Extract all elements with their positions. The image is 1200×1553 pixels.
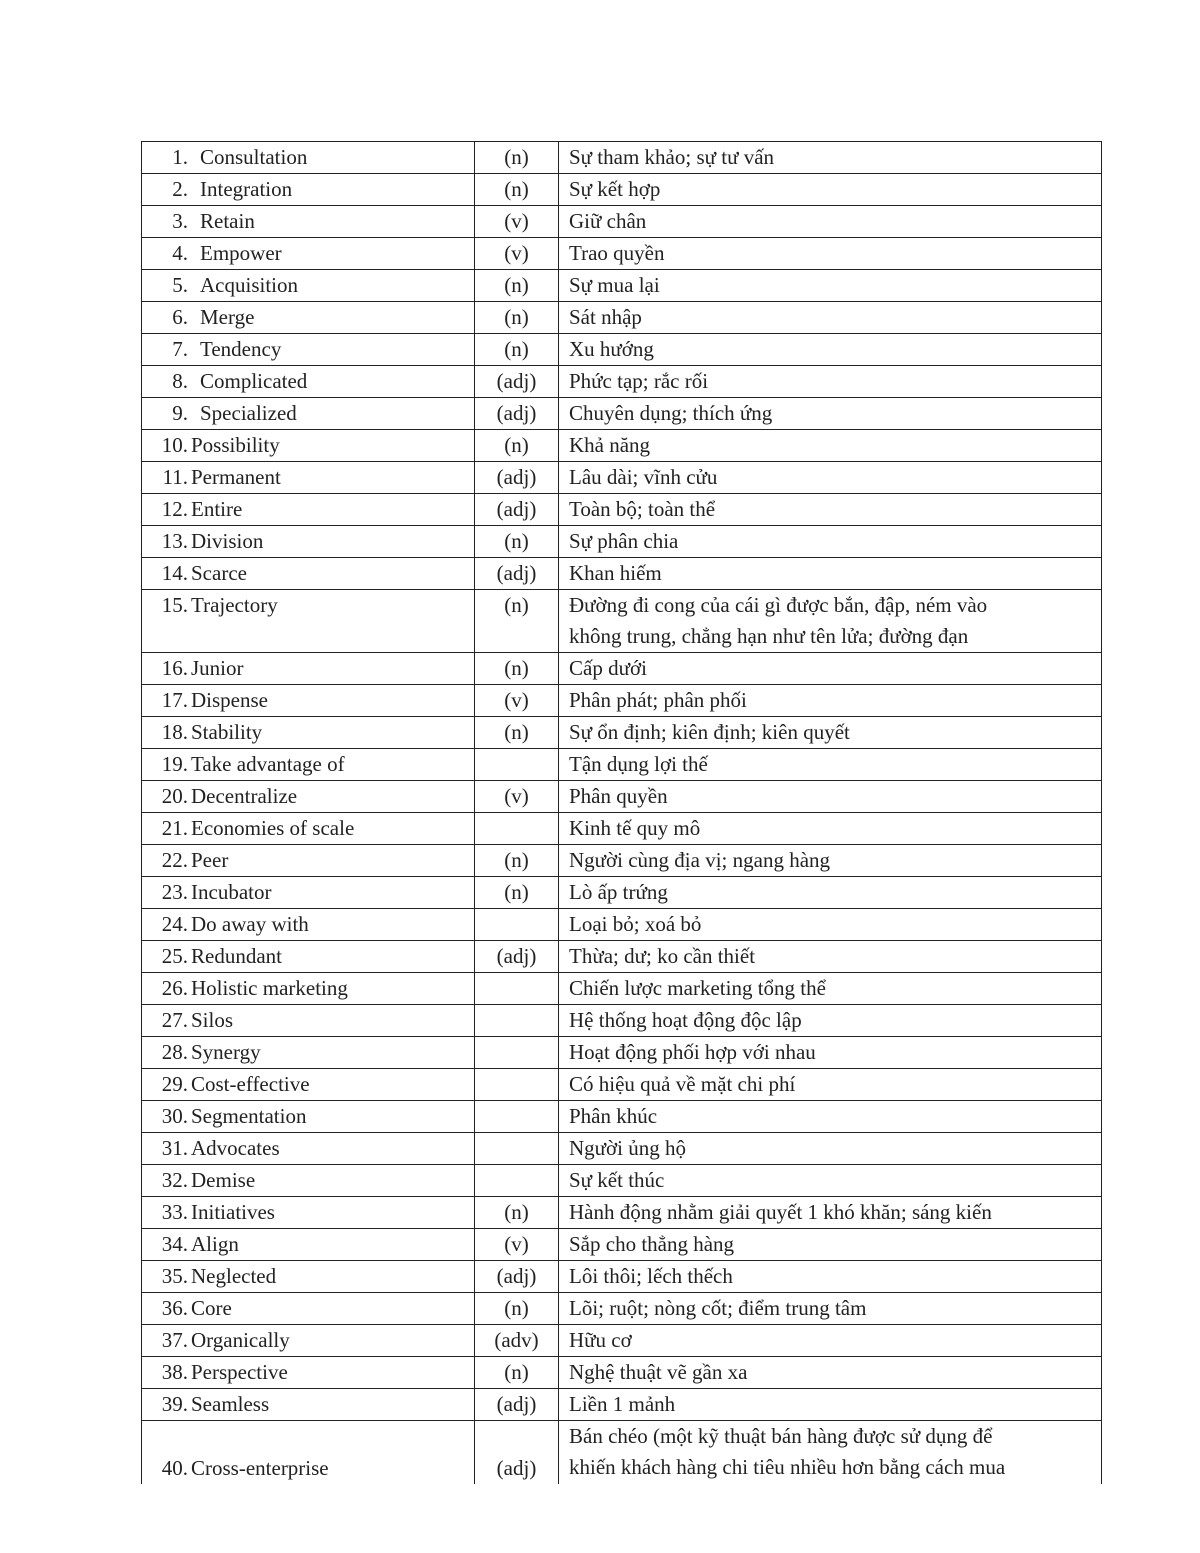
item-number: 29.	[161, 1072, 188, 1096]
term-text: Consultation	[200, 145, 308, 169]
term-cell	[142, 1421, 475, 1484]
meaning-line: Hoạt động phối hợp với nhau	[569, 1040, 816, 1064]
part-of-speech-cell: (n)	[475, 717, 559, 749]
table-row	[142, 1357, 1102, 1389]
table-row	[142, 206, 1102, 238]
meaning-line: Phân quyền	[569, 784, 668, 808]
table-row	[142, 142, 1102, 174]
item-number: 8.	[172, 369, 188, 393]
table-row	[142, 781, 1102, 813]
term-text: Cross-enterprise	[191, 1455, 329, 1480]
meaning-cell	[559, 366, 1102, 398]
part-of-speech-cell: (n)	[475, 1357, 559, 1389]
meaning-line: Phức tạp; rắc rối	[569, 369, 709, 393]
table-row	[142, 845, 1102, 877]
table-row	[142, 717, 1102, 749]
meaning-line: Sắp cho thẳng hàng	[569, 1232, 735, 1256]
part-of-speech-cell: (v)	[475, 685, 559, 717]
table-row	[142, 1101, 1102, 1133]
table-row	[142, 1005, 1102, 1037]
item-number: 7.	[172, 337, 188, 361]
meaning-cell	[559, 174, 1102, 206]
term-text: Do away with	[191, 912, 309, 936]
term-cell	[142, 238, 475, 270]
term-text: Specialized	[200, 401, 297, 425]
term-cell	[142, 1357, 475, 1389]
term-text: Take advantage of	[191, 752, 345, 776]
term-cell	[142, 590, 475, 653]
part-of-speech-cell: (n)	[475, 845, 559, 877]
part-of-speech-cell: (n)	[475, 1197, 559, 1229]
term-cell	[142, 494, 475, 526]
item-number: 25.	[161, 944, 188, 968]
term-text: Tendency	[200, 337, 282, 361]
table-row	[142, 1325, 1102, 1357]
meaning-cell	[559, 558, 1102, 590]
part-of-speech-cell: (n)	[475, 142, 559, 174]
term-text: Neglected	[191, 1264, 277, 1288]
term-cell	[142, 398, 475, 430]
meaning-cell	[559, 845, 1102, 877]
meaning-line: Đường đi cong của cái gì được bắn, đập, ném vào	[569, 593, 988, 617]
term-cell	[142, 1325, 475, 1357]
item-number: 31.	[161, 1136, 188, 1160]
vocabulary-table-body	[142, 142, 1102, 1484]
table-row	[142, 909, 1102, 941]
item-number: 1.	[172, 145, 188, 169]
part-of-speech-cell	[475, 1069, 559, 1101]
item-number: 34.	[161, 1232, 188, 1256]
meaning-line: Chiến lược marketing tổng thể	[569, 976, 826, 1000]
table-row	[142, 1069, 1102, 1101]
table-row	[142, 238, 1102, 270]
meaning-line: Nghệ thuật vẽ gần xa	[569, 1360, 748, 1384]
table-row	[142, 1037, 1102, 1069]
term-cell	[142, 877, 475, 909]
item-number: 15.	[161, 593, 188, 617]
term-cell	[142, 717, 475, 749]
part-of-speech-cell	[475, 1133, 559, 1165]
part-of-speech-cell: (adv)	[475, 1325, 559, 1357]
part-of-speech-cell: (adj)	[475, 366, 559, 398]
part-of-speech-cell: (v)	[475, 1229, 559, 1261]
meaning-line: Có hiệu quả về mặt chi phí	[569, 1072, 796, 1096]
term-text: Perspective	[191, 1360, 288, 1384]
term-cell	[142, 781, 475, 813]
meaning-cell	[559, 302, 1102, 334]
meaning-cell	[559, 1357, 1102, 1389]
item-number: 23.	[161, 880, 188, 904]
item-number: 14.	[161, 561, 188, 585]
term-text: Initiatives	[191, 1200, 275, 1224]
meaning-cell	[559, 526, 1102, 558]
item-number: 12.	[161, 497, 188, 521]
meaning-cell	[559, 1005, 1102, 1037]
table-row	[142, 558, 1102, 590]
table-row	[142, 813, 1102, 845]
term-text: Segmentation	[191, 1104, 307, 1128]
item-number: 33.	[161, 1200, 188, 1224]
part-of-speech-cell: (n)	[475, 1293, 559, 1325]
meaning-line: Lò ấp trứng	[569, 880, 668, 904]
item-number: 10.	[161, 433, 188, 457]
meaning-cell	[559, 430, 1102, 462]
term-cell	[142, 270, 475, 302]
meaning-cell	[559, 334, 1102, 366]
term-cell	[142, 973, 475, 1005]
item-number: 5.	[172, 273, 188, 297]
item-number: 2.	[172, 177, 188, 201]
term-text: Merge	[200, 305, 255, 329]
table-row	[142, 462, 1102, 494]
item-number: 18.	[161, 720, 188, 744]
part-of-speech-cell	[475, 1037, 559, 1069]
term-cell	[142, 334, 475, 366]
item-number: 11.	[162, 465, 188, 489]
meaning-cell	[559, 1389, 1102, 1421]
meaning-cell	[559, 717, 1102, 749]
item-number: 21.	[161, 816, 188, 840]
item-number: 36.	[161, 1296, 188, 1320]
term-text: Division	[191, 529, 264, 553]
meaning-cell	[559, 813, 1102, 845]
term-text: Redundant	[191, 944, 282, 968]
term-cell	[142, 1005, 475, 1037]
table-row	[142, 590, 1102, 653]
term-text: Junior	[191, 656, 244, 680]
meaning-line: Tận dụng lợi thế	[569, 752, 708, 776]
term-cell	[142, 302, 475, 334]
meaning-cell	[559, 494, 1102, 526]
meaning-cell	[559, 270, 1102, 302]
table-row	[142, 174, 1102, 206]
meaning-line: Thừa; dư; ko cần thiết	[569, 944, 756, 968]
term-text: Synergy	[191, 1040, 261, 1064]
item-number: 4.	[172, 241, 188, 265]
term-cell	[142, 206, 475, 238]
term-text: Scarce	[191, 561, 247, 585]
term-text: Align	[191, 1232, 239, 1256]
item-number: 22.	[161, 848, 188, 872]
part-of-speech-cell: (adj)	[475, 1261, 559, 1293]
term-text: Incubator	[191, 880, 272, 904]
part-of-speech-cell: (adj)	[475, 462, 559, 494]
part-of-speech-cell: (adj)	[475, 558, 559, 590]
part-of-speech-cell: (n)	[475, 270, 559, 302]
term-cell	[142, 430, 475, 462]
part-of-speech-cell: (adj)	[475, 1389, 559, 1421]
meaning-cell	[559, 238, 1102, 270]
term-cell	[142, 1229, 475, 1261]
term-text: Advocates	[191, 1136, 280, 1160]
meaning-cell	[559, 1261, 1102, 1293]
meaning-line: Sự mua lại	[569, 273, 660, 297]
part-of-speech-cell	[475, 1165, 559, 1197]
item-number: 39.	[161, 1392, 188, 1416]
item-number: 6.	[172, 305, 188, 329]
table-row	[142, 749, 1102, 781]
term-text: Entire	[191, 497, 243, 521]
item-number: 24.	[161, 912, 188, 936]
term-text: Peer	[191, 848, 229, 872]
table-row	[142, 430, 1102, 462]
term-text: Demise	[191, 1168, 256, 1192]
term-cell	[142, 174, 475, 206]
term-text: Integration	[200, 177, 293, 201]
meaning-line: Sự kết thúc	[569, 1168, 665, 1192]
meaning-cell	[559, 590, 1102, 653]
term-cell	[142, 1101, 475, 1133]
table-row	[142, 270, 1102, 302]
part-of-speech-cell: (n)	[475, 590, 559, 653]
meaning-line: Lõi; ruột; nòng cốt; điểm trung tâm	[569, 1296, 867, 1320]
meaning-cell	[559, 462, 1102, 494]
meaning-cell	[559, 1325, 1102, 1357]
part-of-speech-cell: (adj)	[475, 1421, 559, 1484]
term-cell	[142, 366, 475, 398]
meaning-line: Hành động nhằm giải quyết 1 khó khăn; sáng kiến	[569, 1200, 992, 1224]
item-number: 26.	[161, 976, 188, 1000]
term-text: Trajectory	[191, 593, 278, 617]
term-text: Core	[191, 1296, 232, 1320]
item-number: 28.	[161, 1040, 188, 1064]
meaning-line: Hữu cơ	[569, 1328, 632, 1352]
part-of-speech-cell: (n)	[475, 430, 559, 462]
term-cell	[142, 941, 475, 973]
part-of-speech-cell: (n)	[475, 334, 559, 366]
meaning-cell	[559, 941, 1102, 973]
part-of-speech-cell	[475, 1005, 559, 1037]
table-row	[142, 1293, 1102, 1325]
meaning-cell	[559, 1165, 1102, 1197]
meaning-line: Sát nhập	[569, 305, 642, 329]
table-row	[142, 526, 1102, 558]
term-text: Complicated	[200, 369, 308, 393]
table-row	[142, 1261, 1102, 1293]
term-text: Possibility	[191, 433, 280, 457]
item-number: 27.	[161, 1008, 188, 1032]
term-text: Stability	[191, 720, 263, 744]
meaning-line: Khan hiếm	[569, 561, 662, 585]
item-number: 37.	[161, 1328, 188, 1352]
meaning-cell	[559, 1293, 1102, 1325]
meaning-line: Sự ổn định; kiên định; kiên quyết	[569, 720, 850, 744]
meaning-line: Giữ chân	[569, 209, 647, 233]
item-number: 40.	[161, 1455, 188, 1480]
term-text: Empower	[200, 241, 282, 265]
term-cell	[142, 685, 475, 717]
table-row	[142, 1229, 1102, 1261]
table-row	[142, 1133, 1102, 1165]
meaning-line: Kinh tế quy mô	[569, 816, 701, 840]
meaning-cell	[559, 1133, 1102, 1165]
meaning-line: Chuyên dụng; thích ứng	[569, 401, 773, 425]
part-of-speech-cell	[475, 973, 559, 1005]
part-of-speech-cell: (v)	[475, 781, 559, 813]
term-cell	[142, 462, 475, 494]
term-cell	[142, 1069, 475, 1101]
term-cell	[142, 1197, 475, 1229]
table-row	[142, 653, 1102, 685]
table-row	[142, 685, 1102, 717]
meaning-line: Loại bỏ; xoá bỏ	[569, 912, 702, 936]
meaning-line: Bán chéo (một kỹ thuật bán hàng được sử dụng để	[569, 1424, 993, 1448]
term-cell	[142, 845, 475, 877]
meaning-cell	[559, 653, 1102, 685]
table-row	[142, 334, 1102, 366]
term-cell	[142, 526, 475, 558]
term-text: Retain	[200, 209, 255, 233]
term-text: Dispense	[191, 688, 268, 712]
meaning-line: Khả năng	[569, 433, 651, 457]
item-number: 19.	[161, 752, 188, 776]
item-number: 38.	[161, 1360, 188, 1384]
meaning-cell	[559, 1037, 1102, 1069]
meaning-line: Xu hướng	[569, 337, 654, 361]
table-row	[142, 941, 1102, 973]
item-number: 32.	[161, 1168, 188, 1192]
part-of-speech-cell: (n)	[475, 653, 559, 685]
part-of-speech-cell: (n)	[475, 526, 559, 558]
part-of-speech-cell: (adj)	[475, 941, 559, 973]
table-row	[142, 973, 1102, 1005]
table-row	[142, 1197, 1102, 1229]
term-cell	[142, 813, 475, 845]
item-number: 3.	[172, 209, 188, 233]
meaning-line: Toàn bộ; toàn thể	[569, 497, 716, 521]
term-cell	[142, 1261, 475, 1293]
term-text: Organically	[191, 1328, 290, 1352]
meaning-line: không trung, chẳng hạn như tên lửa; đường đạn	[569, 624, 969, 648]
term-text: Cost-effective	[191, 1072, 310, 1096]
meaning-line: Người cùng địa vị; ngang hàng	[569, 848, 831, 872]
part-of-speech-cell	[475, 909, 559, 941]
term-cell	[142, 653, 475, 685]
meaning-cell	[559, 1229, 1102, 1261]
meaning-line: Hệ thống hoạt động độc lập	[569, 1008, 802, 1032]
part-of-speech-cell: (v)	[475, 206, 559, 238]
term-text: Economies of scale	[191, 816, 355, 840]
term-cell	[142, 1389, 475, 1421]
table-row	[142, 1421, 1102, 1484]
meaning-cell	[559, 1101, 1102, 1133]
meaning-cell	[559, 781, 1102, 813]
meaning-cell	[559, 1069, 1102, 1101]
meaning-line: Lâu dài; vĩnh cửu	[569, 465, 718, 489]
term-text: Silos	[191, 1008, 234, 1032]
meaning-cell	[559, 142, 1102, 174]
part-of-speech-cell	[475, 1101, 559, 1133]
part-of-speech-cell	[475, 813, 559, 845]
table-row	[142, 877, 1102, 909]
term-cell	[142, 1037, 475, 1069]
item-number: 13.	[161, 529, 188, 553]
meaning-cell	[559, 1197, 1102, 1229]
meaning-cell	[559, 685, 1102, 717]
meaning-cell	[559, 909, 1102, 941]
part-of-speech-cell: (v)	[475, 238, 559, 270]
item-number: 20.	[161, 784, 188, 808]
meaning-cell	[559, 973, 1102, 1005]
item-number: 30.	[161, 1104, 188, 1128]
meaning-line: Sự kết hợp	[569, 177, 661, 201]
meaning-line: Trao quyền	[569, 241, 665, 265]
table-row	[142, 1165, 1102, 1197]
term-text: Acquisition	[200, 273, 298, 297]
meaning-line: Phân phát; phân phối	[569, 688, 747, 712]
meaning-line: Người ủng hộ	[569, 1136, 686, 1160]
table-row	[142, 494, 1102, 526]
meaning-line: Sự tham khảo; sự tư vấn	[569, 145, 775, 169]
table-row	[142, 398, 1102, 430]
term-cell	[142, 558, 475, 590]
table-row	[142, 302, 1102, 334]
term-cell	[142, 1293, 475, 1325]
term-cell	[142, 909, 475, 941]
part-of-speech-cell: (adj)	[475, 398, 559, 430]
meaning-cell	[559, 206, 1102, 238]
item-number: 35.	[161, 1264, 188, 1288]
part-of-speech-cell: (adj)	[475, 494, 559, 526]
term-cell	[142, 1165, 475, 1197]
term-cell	[142, 1133, 475, 1165]
vocabulary-table	[141, 141, 1102, 1484]
term-text: Decentralize	[191, 784, 298, 808]
meaning-cell	[559, 1421, 1102, 1484]
part-of-speech-cell: (n)	[475, 174, 559, 206]
meaning-cell	[559, 749, 1102, 781]
meaning-line: khiến khách hàng chi tiêu nhiều hơn bằng cách mua	[569, 1455, 1006, 1479]
meaning-cell	[559, 398, 1102, 430]
table-row	[142, 366, 1102, 398]
meaning-line: Cấp dưới	[569, 656, 647, 680]
term-cell	[142, 142, 475, 174]
term-cell	[142, 749, 475, 781]
term-text: Holistic marketing	[191, 976, 348, 1000]
meaning-line: Phân khúc	[569, 1104, 658, 1128]
term-text: Permanent	[191, 465, 281, 489]
part-of-speech-cell: (n)	[475, 302, 559, 334]
part-of-speech-cell: (n)	[475, 877, 559, 909]
item-number: 17.	[161, 688, 188, 712]
table-row	[142, 1389, 1102, 1421]
meaning-line: Sự phân chia	[569, 529, 679, 553]
meaning-line: Liền 1 mảnh	[569, 1392, 676, 1416]
item-number: 9.	[172, 401, 188, 425]
meaning-line: Lôi thôi; lếch thếch	[569, 1264, 733, 1288]
meaning-cell	[559, 877, 1102, 909]
term-text: Seamless	[191, 1392, 270, 1416]
part-of-speech-cell	[475, 749, 559, 781]
item-number: 16.	[161, 656, 188, 680]
